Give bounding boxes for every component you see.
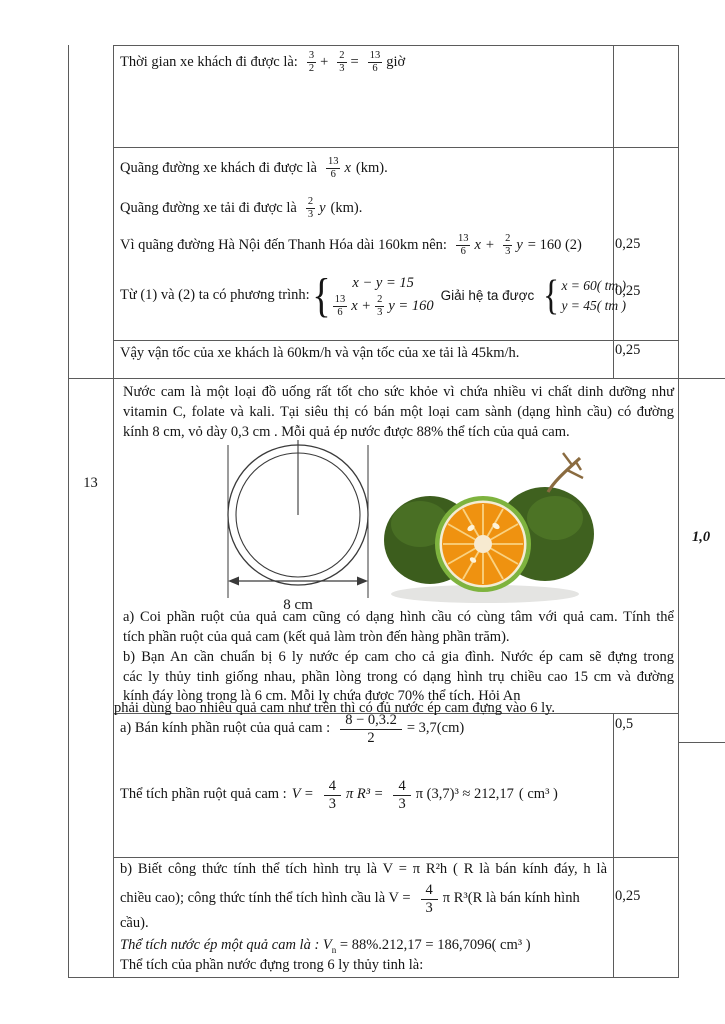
math-text: π R³(R là bán kính hình	[442, 890, 580, 907]
oranges-photo	[383, 448, 603, 606]
text: = 3,7(cm)	[406, 720, 465, 737]
text: Quãng đường xe khách đi được là	[120, 159, 317, 176]
fraction: $\frac{13}{6}$	[327, 156, 339, 181]
statement-part-a: tích phần ruột của quả cam (kết quả làm tròn đến hàng phần trăm).	[123, 629, 510, 645]
orange-core	[474, 535, 492, 553]
math-text: y = 160	[388, 297, 434, 314]
fraction: $\frac{2}{3}$	[339, 50, 345, 75]
text: Từ (1) và (2) ta có phương trình:	[120, 287, 310, 304]
text: giờ	[386, 53, 406, 70]
text: Giải hệ ta được	[440, 288, 535, 304]
solution-conclusion: Vậy vận tốc của xe khách là 60km/h và vận tốc của xe tải là 45km/h.	[120, 345, 520, 361]
brace-symbol: {	[311, 269, 331, 322]
statement-part-b: các ly thủy tinh giống nhau, phần lòng trong có dạng hình trụ chiều cao 15 cm và đường	[123, 669, 674, 685]
statement-part-a: a) Coi phần ruột của quả cam cũng có dạng hình cầu có cùng tâm với quả cam. Tính thể	[123, 609, 674, 625]
system-row: x = 60( tm )	[561, 278, 627, 294]
solution-line-equation2	[120, 233, 587, 258]
table-border	[113, 45, 679, 46]
text: (km).	[330, 199, 363, 216]
solution-line-system	[120, 269, 627, 322]
text: Thể tích phần ruột quả cam :	[120, 786, 287, 803]
arrowhead-right	[357, 577, 368, 586]
subscript: n	[331, 944, 337, 955]
variable: y	[516, 236, 523, 253]
table-border	[613, 713, 614, 977]
diameter-label: 8 cm	[283, 597, 313, 613]
table-border	[113, 45, 114, 978]
fraction: $\frac{2}{3}$	[307, 196, 314, 221]
fraction: $\frac{3}{2}$	[308, 50, 315, 75]
table-border	[113, 340, 679, 341]
statement-part-b: phải dùng bao nhiêu quả cam như trên thì có đủ nước ép cam đựng vào 6 ly.	[114, 700, 556, 716]
text: Thể tích nước ép một quả cam là : V	[120, 937, 332, 953]
table-border	[68, 977, 678, 978]
statement-part-b: b) Bạn An cần chuẩn bị 6 ly nước ép cam cho cả gia đình. Nước ép cam sẽ đựng trong	[123, 649, 674, 665]
variable: x	[344, 159, 351, 176]
variable: y	[319, 199, 326, 216]
math-text: V =	[291, 786, 314, 803]
fraction: $\frac{4}{3}$	[421, 882, 438, 916]
text: Vì quãng đường Hà Nội đến Thanh Hóa dài 160km nên:	[120, 236, 447, 253]
system-row: x − y = 15	[352, 274, 414, 291]
system-row	[333, 294, 434, 319]
score-cell: 0,25	[615, 236, 641, 252]
sphere-diagram	[205, 433, 395, 613]
problem-number: 13	[83, 475, 98, 491]
operator: +	[485, 236, 495, 253]
fraction: $\frac{8 - 0,3.2}{2}$	[340, 712, 402, 746]
solution-a-volume	[120, 778, 563, 812]
table-border	[678, 45, 679, 978]
variable: x	[474, 236, 481, 253]
solution-a-radius	[120, 712, 469, 746]
score-cell: 0,5	[615, 716, 634, 732]
fraction: $\frac{2}{3}$	[505, 233, 511, 258]
fraction: $\frac{4}{3}$	[324, 778, 341, 812]
brace-symbol: {	[543, 273, 560, 319]
math-text: π R³ =	[345, 786, 384, 803]
text: chiều cao); công thức tính thể tích hình cầu là V =	[120, 890, 411, 907]
text: (km).	[355, 159, 388, 176]
statement-part-b: kính đáy lòng trong là 6 cm. Mỗi ly chứa được 70% thể tích. Hỏi An	[123, 688, 521, 704]
table-border	[613, 45, 614, 378]
fraction: $\frac{13}{6}$	[369, 50, 381, 75]
table-border	[113, 857, 679, 858]
table-border	[678, 742, 725, 743]
fraction: $\frac{13}{6}$	[457, 233, 469, 258]
text: Quãng đường xe tải đi được là	[120, 199, 297, 216]
solution-b-line3: cầu).	[120, 915, 149, 931]
solution-b-line2	[120, 882, 585, 916]
system-row: y = 45( tm )	[561, 298, 627, 313]
table-border	[68, 45, 69, 978]
solution-b-line1: b) Biết công thức tính thể tích hình trụ là V = π R²h ( R là bán kính đáy, h là	[120, 861, 607, 877]
score-cell: 0,25	[615, 888, 641, 904]
text: Thời gian xe khách đi được là:	[120, 53, 298, 70]
statement-line: vitamin C, folate và kali. Tại siêu thị có bán một loại cam sành (dạng hình cầu) có đường	[123, 404, 674, 420]
solution-line-dist2	[120, 196, 367, 221]
statement-line: Nước cam là một loại đồ uống rất tốt cho sức khỏe vì chứa nhiều vi chất dinh dưỡng như	[123, 384, 674, 400]
math-text: = 88%.212,17 = 186,7096( cm³ )	[339, 937, 531, 953]
text: a) Bán kính phần ruột của quả cam :	[120, 720, 331, 737]
highlight	[527, 496, 583, 540]
fraction: $\frac{4}{3}$	[393, 778, 410, 812]
text: = 160 (2)	[527, 236, 582, 253]
total-score: 1,0	[691, 529, 711, 545]
table-border	[113, 147, 679, 148]
operator: =	[350, 53, 359, 70]
fraction: $\frac{2}{3}$	[377, 293, 383, 318]
score-cell: 0,25	[615, 342, 641, 358]
arrowhead-left	[228, 577, 239, 586]
solution-b-line5: Thể tích của phần nước đựng trong 6 ly thủy tinh là:	[120, 957, 424, 973]
table-border	[68, 378, 725, 379]
score-cell: 0,25	[615, 283, 641, 299]
operator: +	[320, 53, 329, 70]
statement-line: kính 8 cm, vỏ dày 0,3 cm . Mỗi quả ép nước được 88% thể tích của quả cam.	[123, 424, 570, 440]
math-text: ( cm³ )	[518, 786, 558, 803]
math-text: π (3,7)³ ≈ 212,17	[415, 786, 514, 803]
fraction: $\frac{13}{6}$	[334, 293, 346, 318]
equation-system	[333, 273, 434, 319]
solution-line-dist1	[120, 156, 393, 181]
math-text: x +	[351, 297, 372, 314]
solution-line-time	[120, 50, 410, 75]
